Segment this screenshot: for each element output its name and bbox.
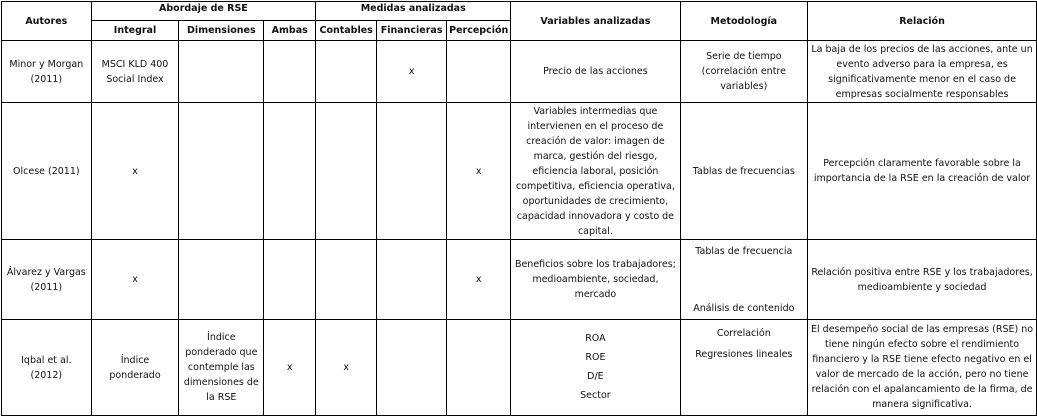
cell-relacion: Relación positiva entre RSE y los trabajadores, medioambiente y sociedad bbox=[808, 240, 1037, 320]
cell-contables: x bbox=[316, 320, 377, 416]
header-metodologia: Metodología bbox=[680, 2, 808, 41]
literature-review-table bbox=[1, 1, 1037, 416]
cell-variables bbox=[511, 320, 680, 416]
header-medidas-analizadas: Medidas analizadas bbox=[316, 2, 511, 21]
cell-integral: x bbox=[91, 240, 179, 320]
cell-percepcion bbox=[447, 320, 511, 416]
cell-dimensiones bbox=[179, 103, 264, 240]
header-abordaje-rse: Abordaje de RSE bbox=[91, 2, 316, 21]
header-autores: Autores bbox=[2, 2, 92, 41]
variables-stack bbox=[513, 325, 677, 411]
cell-ambas bbox=[264, 103, 316, 240]
variable-item: ROA bbox=[585, 332, 606, 344]
cell-metodologia: Tablas de frecuencias bbox=[680, 103, 808, 240]
cell-metodologia bbox=[680, 240, 808, 320]
cell-integral: x bbox=[91, 103, 179, 240]
variable-item: ROE bbox=[585, 351, 606, 363]
cell-dimensiones: Índice ponderado que contemple las dimensiones de la RSE bbox=[179, 320, 264, 416]
cell-percepcion: x bbox=[447, 103, 511, 240]
cell-relacion: Percepción claramente favorable sobre la importancia de la RSE en la creación de valor bbox=[808, 103, 1037, 240]
header-dimensiones: Dimensiones bbox=[179, 21, 264, 41]
table-row bbox=[2, 240, 1037, 320]
metodologia-stack bbox=[683, 244, 806, 316]
metodologia-item: Correlación bbox=[716, 328, 771, 339]
cell-variables: Beneficios sobre los trabajadores; medioambiente, sociedad, mercado bbox=[511, 240, 680, 320]
metodologia-item: Análisis de contenido bbox=[693, 302, 795, 314]
cell-dimensiones bbox=[179, 41, 264, 103]
cell-metodologia bbox=[680, 320, 808, 416]
cell-ambas bbox=[264, 41, 316, 103]
cell-variables: Precio de las acciones bbox=[511, 41, 680, 103]
cell-ambas: x bbox=[264, 320, 316, 416]
cell-autores: Minor y Morgan (2011) bbox=[2, 41, 92, 103]
cell-financieras bbox=[377, 103, 447, 240]
cell-autores: Iqbal et al. (2012) bbox=[2, 320, 92, 416]
cell-contables bbox=[316, 240, 377, 320]
header-percepcion: Percepción bbox=[447, 21, 511, 41]
table-row bbox=[2, 41, 1037, 103]
table-row bbox=[2, 103, 1037, 240]
cell-ambas bbox=[264, 240, 316, 320]
cell-contables bbox=[316, 103, 377, 240]
cell-autores: Olcese (2011) bbox=[2, 103, 92, 240]
cell-percepcion bbox=[447, 41, 511, 103]
cell-financieras bbox=[377, 320, 447, 416]
header-integral: Integral bbox=[91, 21, 179, 41]
cell-integral: MSCI KLD 400 Social Index bbox=[91, 41, 179, 103]
cell-variables: Variables intermedias que intervienen en el proceso de creación de valor: imagen de marca, gestión del riesgo, eficiencia laboral, posición competitiva, eficiencia operativa, oportunidades de crecimiento, capacidad innovadora y costo de capital. bbox=[511, 103, 680, 240]
header-variables-analizadas: Variables analizadas bbox=[511, 2, 680, 41]
cell-financieras bbox=[377, 240, 447, 320]
header-financieras: Financieras bbox=[377, 21, 447, 41]
cell-autores: Álvarez y Vargas (2011) bbox=[2, 240, 92, 320]
cell-percepcion: x bbox=[447, 240, 511, 320]
header-relacion: Relación bbox=[808, 2, 1037, 41]
cell-integral: Índice ponderado bbox=[91, 320, 179, 416]
cell-contables bbox=[316, 41, 377, 103]
header-row-top bbox=[2, 2, 1037, 21]
table-row bbox=[2, 320, 1037, 416]
metodologia-item: Tablas de frecuencia bbox=[695, 245, 793, 257]
header-ambas: Ambas bbox=[264, 21, 316, 41]
cell-metodologia: Serie de tiempo (correlación entre variables) bbox=[680, 41, 808, 103]
variable-item: Sector bbox=[580, 389, 611, 401]
metodologia-item: Regresiones lineales bbox=[695, 349, 793, 360]
cell-relacion: El desempeño social de las empresas (RSE) no tiene ningún efecto sobre el rendimiento financiero y la RSE tiene efecto negativo en el valor de mercado de la acción, pero no tiene relación con el apalancamiento de la firma, de manera significativa. bbox=[808, 320, 1037, 416]
variable-item: D/E bbox=[587, 370, 604, 382]
cell-dimensiones bbox=[179, 240, 264, 320]
cell-financieras: x bbox=[377, 41, 447, 103]
cell-relacion: La baja de los precios de las acciones, ante un evento adverso para la empresa, es significativamente menor en el caso de empresas socialmente responsables bbox=[808, 41, 1037, 103]
header-contables: Contables bbox=[316, 21, 377, 41]
